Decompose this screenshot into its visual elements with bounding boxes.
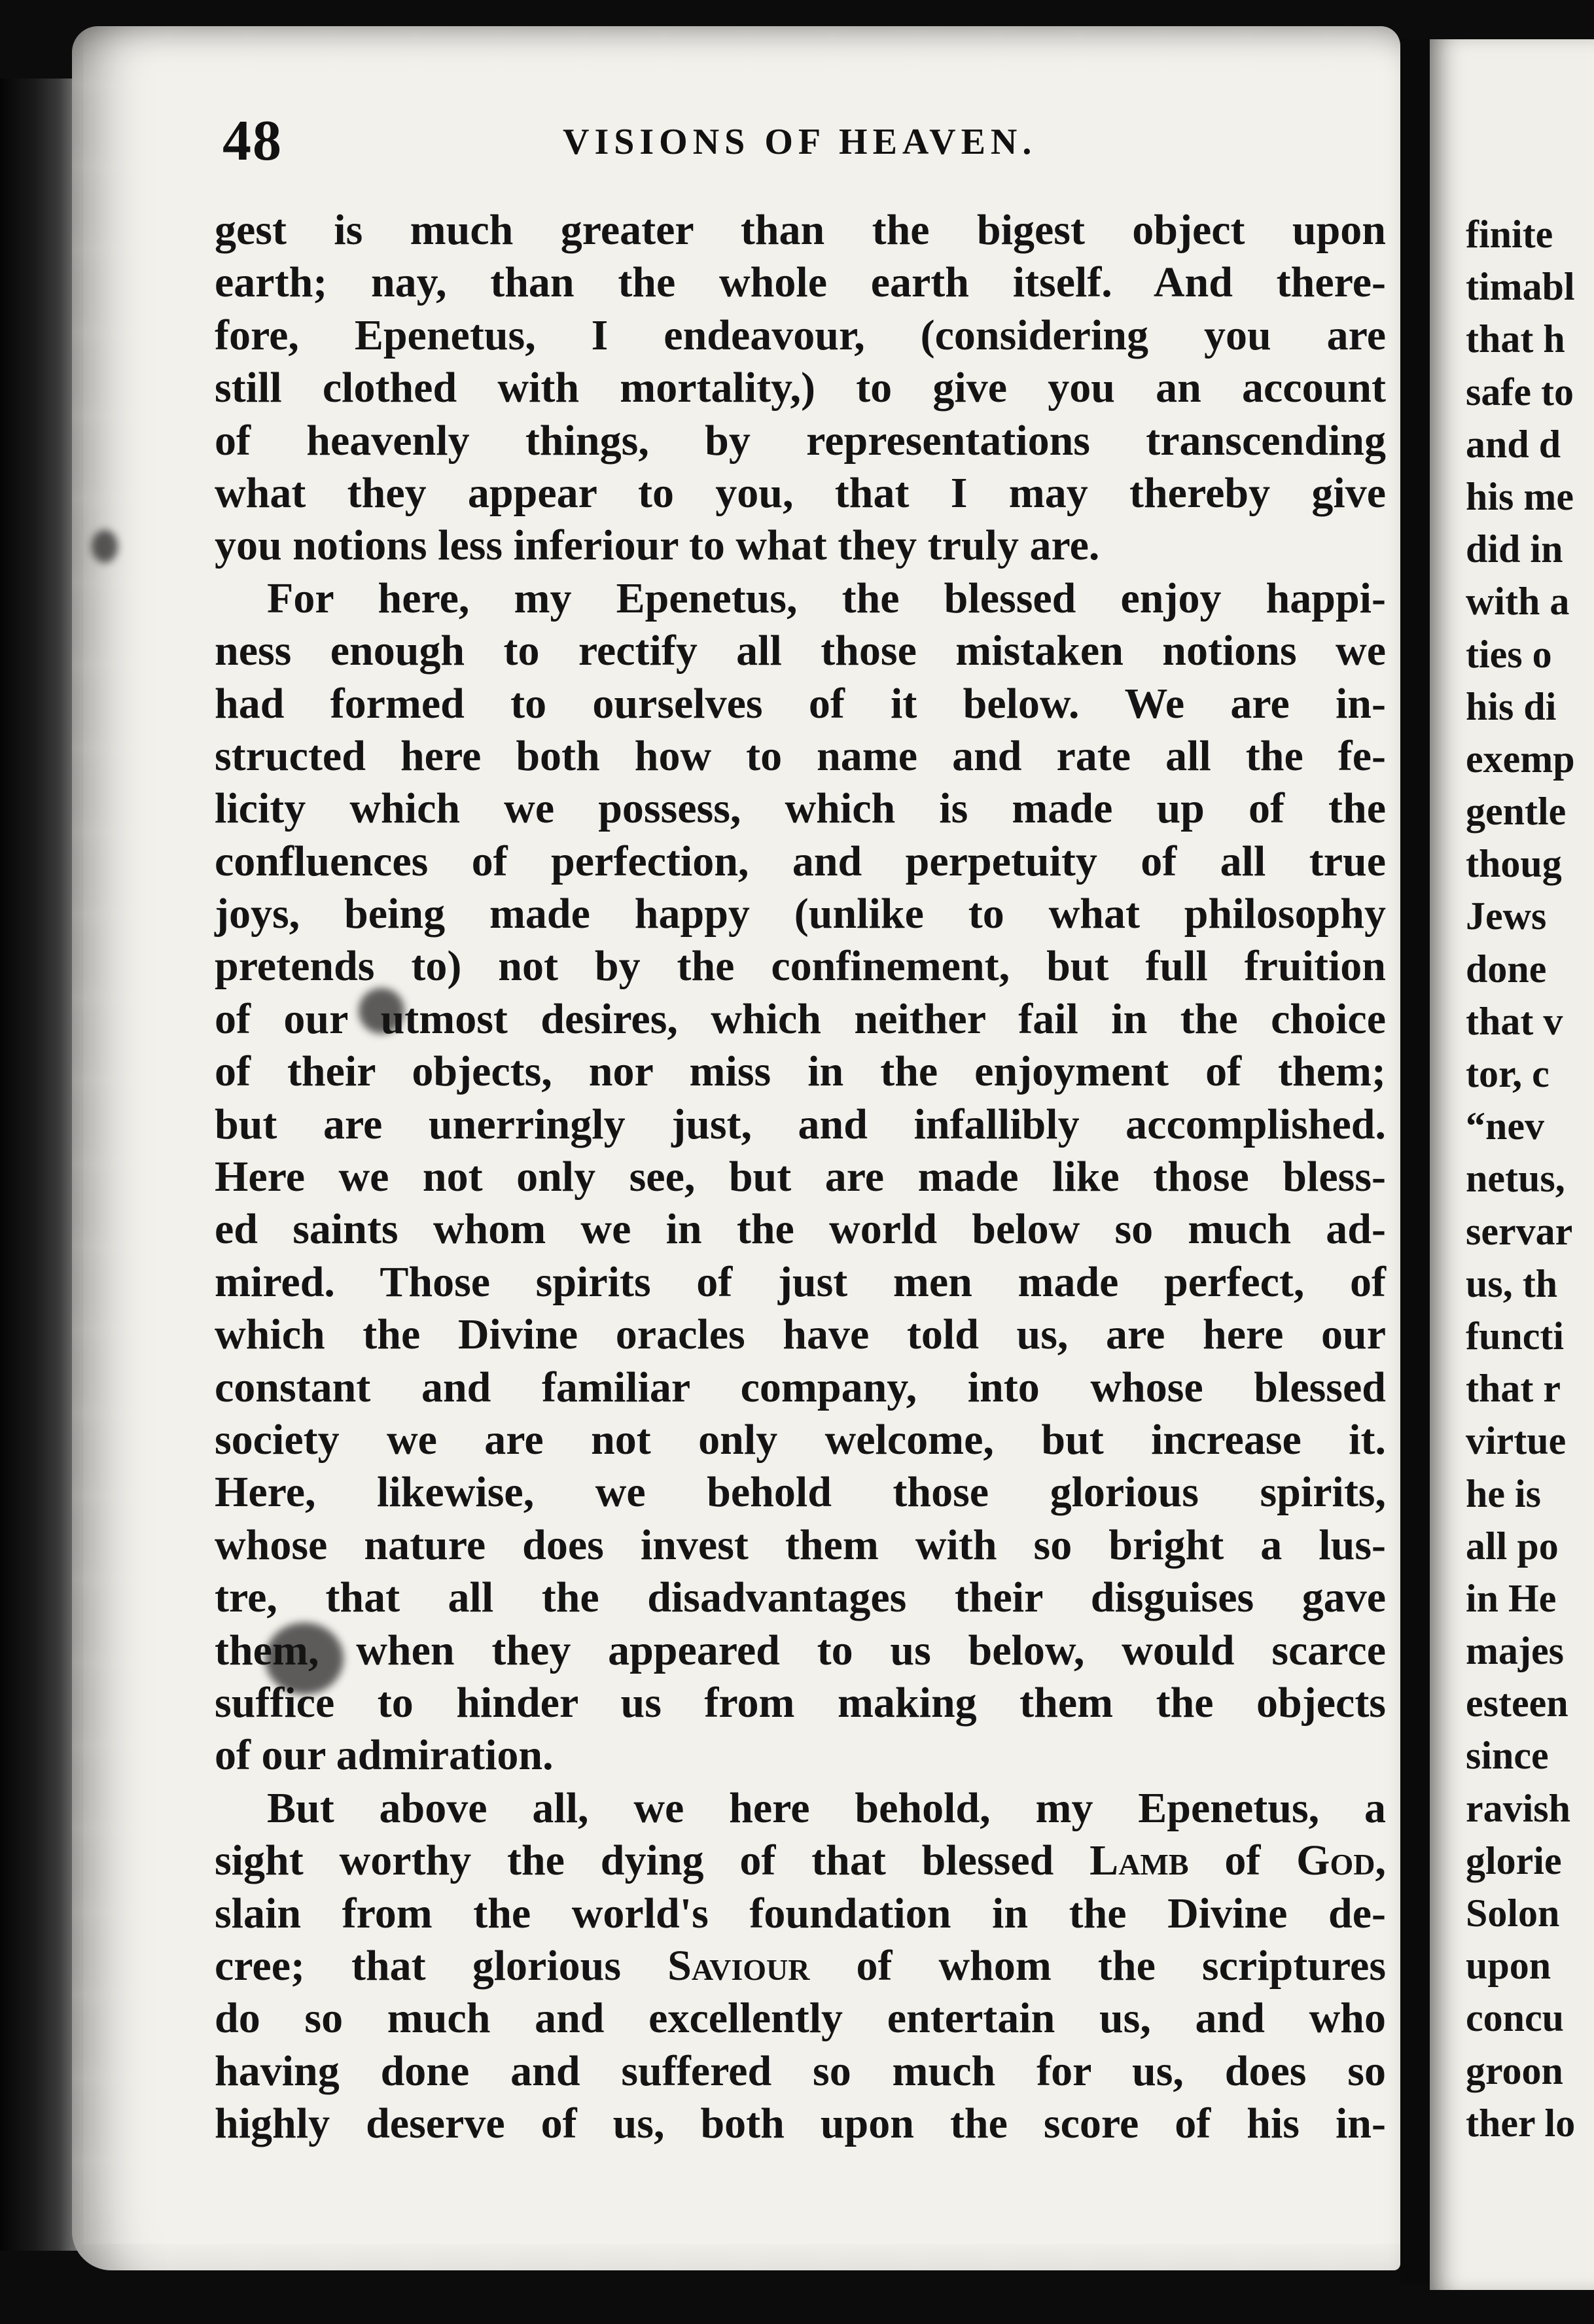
facing-line: done: [1466, 947, 1547, 991]
body-text: [215, 204, 1386, 2150]
text-line: but are unerringly just, and infallibly accomplished.: [215, 1100, 1386, 1148]
facing-line: glorie: [1466, 1839, 1562, 1882]
text-line: what they appear to you, that I may thereby give: [215, 468, 1386, 517]
text-line: pretends to) not by the confinement, but full fruition: [215, 942, 1386, 991]
facing-line: concu: [1466, 1996, 1564, 2040]
text-line: sight worthy the dying of that blessed Lamb of God,: [215, 1837, 1386, 1885]
text-line: Here we not only see, but are made like those bless-: [215, 1153, 1386, 1201]
text-line: Here, likewise, we behold those glorious spirits,: [215, 1468, 1386, 1517]
facing-line: ther lo: [1466, 2101, 1576, 2145]
text-line: structed here both how to name and rate all the fe-: [215, 731, 1386, 780]
text-line: which the Divine oracles have told us, are here our: [215, 1311, 1386, 1359]
text-line: ed saints whom we in the world below so much ad-: [215, 1205, 1386, 1254]
facing-line: esteen: [1466, 1681, 1568, 1725]
text-line: suffice to hinder us from making them the objects: [215, 1678, 1386, 1727]
text-line: gest is much greater than the bigest object upon: [215, 206, 1386, 254]
facing-line: majes: [1466, 1629, 1564, 1673]
text-line: earth; nay, than the whole earth itself. And there-: [215, 258, 1386, 307]
small-caps-word: God: [1296, 1837, 1375, 1885]
text-line: had formed to ourselves of it below. We are in-: [215, 679, 1386, 728]
text-line: having done and suffered so much for us, does so: [215, 2047, 1386, 2095]
facing-line: and d: [1466, 422, 1561, 466]
facing-line: Solon: [1466, 1892, 1560, 1935]
text-line: them, when they appeared to us below, would scarce: [215, 1626, 1386, 1674]
running-head: VISIONS OF HEAVEN.: [563, 122, 1037, 162]
facing-line: in He: [1466, 1576, 1557, 1620]
facing-line: finite: [1466, 213, 1553, 256]
text-line: fore, Epenetus, I endeavour, (considering you are: [215, 311, 1386, 359]
facing-line: netus,: [1466, 1157, 1565, 1201]
facing-line: since: [1466, 1734, 1549, 1778]
facing-line: exemp: [1466, 737, 1575, 781]
facing-line: thoug: [1466, 842, 1562, 886]
facing-page-text: [1466, 208, 1575, 2149]
facing-line: Jews: [1466, 894, 1547, 938]
text-line: whose nature does invest them with so bright a lus-: [215, 1521, 1386, 1569]
facing-line: functi: [1466, 1314, 1564, 1358]
text-line: highly deserve of us, both upon the score of his in-: [215, 2100, 1386, 2148]
facing-line: tor, c: [1466, 1052, 1550, 1095]
facing-line: ties o: [1466, 632, 1552, 676]
small-caps-word: Lamb: [1089, 1837, 1189, 1885]
facing-line: upon: [1466, 1944, 1551, 1988]
text-line: mired. Those spirits of just men made perfect, of: [215, 1258, 1386, 1306]
facing-line: us, th: [1466, 1261, 1558, 1305]
text-line: But above all, we here behold, my Epenetus, a: [267, 1784, 1386, 1832]
text-line: of their objects, nor miss in the enjoyment of them;: [215, 1048, 1386, 1096]
facing-line: groon: [1466, 2049, 1563, 2092]
facing-line: “nev: [1466, 1104, 1544, 1148]
facing-line: timabl: [1466, 265, 1575, 309]
facing-line: servar: [1466, 1209, 1573, 1253]
facing-line: all po: [1466, 1524, 1559, 1568]
text-line: cree; that glorious Saviour of whom the scriptures: [215, 1941, 1386, 1990]
page-header: [222, 108, 1381, 180]
facing-line: that r: [1466, 1367, 1561, 1411]
text-line: ness enough to rectify all those mistaken notions we: [215, 627, 1386, 675]
text-line: tre, that all the disadvantages their disguises gave: [215, 1574, 1386, 1622]
text-line: you notions less inferiour to what they truly are.: [215, 521, 1100, 570]
facing-line: with a: [1466, 580, 1570, 624]
text-line: society we are not only welcome, but increase it.: [215, 1415, 1386, 1464]
ink-blot: [92, 530, 118, 563]
page-gutter: [1400, 39, 1430, 2283]
text-line: joys, being made happy (unlike to what philosophy: [215, 890, 1386, 938]
small-caps-word: Saviour: [667, 1941, 810, 1990]
facing-line: that h: [1466, 317, 1565, 361]
text-line: For here, my Epenetus, the blessed enjoy happi-: [267, 574, 1386, 622]
text-line: do so much and excellently entertain us, and who: [215, 1994, 1386, 2043]
facing-line: his di: [1466, 684, 1557, 728]
facing-line: he is: [1466, 1471, 1542, 1515]
text-line: of heavenly things, by representations transcending: [215, 416, 1386, 465]
page-number: 48: [222, 109, 283, 173]
text-line: still clothed with mortality,) to give you an account: [215, 364, 1386, 412]
text-line: of our utmost desires, which neither fail in the choice: [215, 995, 1386, 1043]
text-line: licity which we possess, which is made up of the: [215, 784, 1386, 833]
facing-line: ravish: [1466, 1786, 1571, 1830]
text-line: constant and familiar company, into whose blessed: [215, 1363, 1386, 1411]
text-line: confluences of perfection, and perpetuity of all true: [215, 837, 1386, 885]
facing-line: gentle: [1466, 790, 1567, 834]
facing-line: did in: [1466, 527, 1563, 571]
facing-page: [1430, 39, 1594, 2290]
text-line: slain from the world's foundation in the Divine de-: [215, 1889, 1386, 1937]
facing-line: that v: [1466, 999, 1563, 1043]
facing-line: his me: [1466, 474, 1574, 518]
facing-line: virtue: [1466, 1419, 1567, 1463]
text-line: of our admiration.: [215, 1731, 554, 1780]
facing-line: safe to: [1466, 370, 1574, 414]
